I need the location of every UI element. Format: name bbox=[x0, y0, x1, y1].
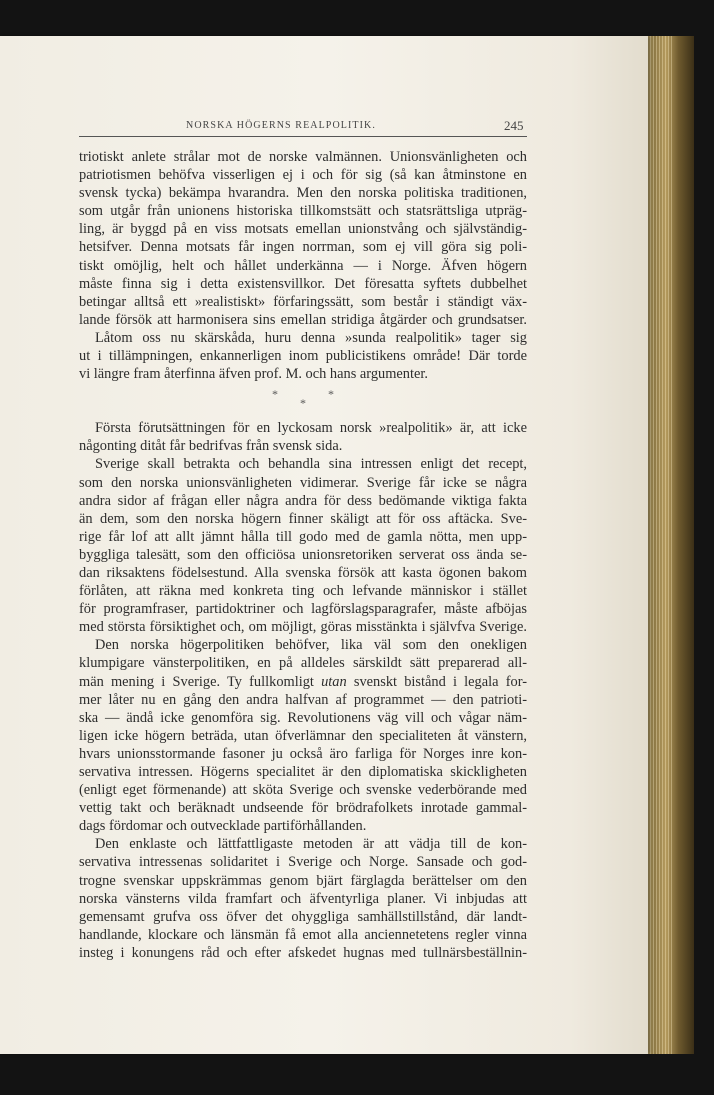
text-line: handlande, klockare och länsmän få emot alla anciennetetens regler vinna bbox=[79, 926, 527, 943]
text-line: som utgår från unionens historiska tillkomstsätt och statsrättsliga utpräg- bbox=[79, 203, 527, 220]
text-line: för programfraser, partidoktriner och lagförslagsparagrafer, måste afböjas bbox=[79, 601, 527, 618]
text-line: tiskt omöjlig, helt och hållet underkänna — i Norge. Äfven högern bbox=[79, 257, 527, 274]
text-line: insteg i konungens råd och efter afskedet hugnas med tullnärsbeställnin- bbox=[79, 944, 527, 961]
text-line: gemensamt grufva oss öfver det ohyggliga samhällstillstånd, där landt- bbox=[79, 908, 527, 925]
text-line: klumpigare vänsterpolitiken, en på alldeles särskildt sätt preparerad all- bbox=[79, 655, 527, 672]
ornament-star: * bbox=[328, 387, 334, 402]
text-line: med största försiktighet och, om möjligt, göras misstänkta i självfva Sverige. bbox=[79, 619, 527, 636]
text-line: (enligt eget förmenande) att sköta Sverige och svenske vederbörande med bbox=[79, 782, 527, 799]
text-line: hetsifver. Denna motsats får ingen norrman, som ej vill göra sig poli- bbox=[79, 239, 527, 256]
text-line: ligen icke högern beträda, utan öfverlämnar den specialiteten åt vänstern, bbox=[79, 727, 527, 744]
text-line: norska vänsterns vilda framfart och äfventyrliga planer. Vi inbjudas att bbox=[79, 890, 527, 907]
text-line: svensk tycka) bekämpa hvarandra. Men den norska politiska traditionen, bbox=[79, 185, 527, 202]
running-head: NORSKA HÖGERNS REALPOLITIK. bbox=[186, 120, 376, 131]
text-line: servativa intressenas solidaritet i Sverige och Norge. Sansade och god- bbox=[79, 854, 527, 871]
text-line: ska — ändå icke genomföra sig. Revolutionens väg vill och vågar näm- bbox=[79, 709, 527, 726]
text-line: vettig takt och beräknadt undseende för brödrafolkets inrotade gammal- bbox=[79, 800, 527, 817]
text-line: ling, är byggd på en viss motsats emellan unionstvång och självständig- bbox=[79, 221, 527, 238]
text-line: någonting ditåt får bedrifvas från svensk sida. bbox=[79, 438, 343, 455]
text-line: förlåten, att räkna med konkreta ting och lefvande människor i stället bbox=[79, 583, 527, 600]
text-line: dags fördomar och outvecklade partiförhållanden. bbox=[79, 818, 367, 835]
text-line: hvars unionsstormande fasoner ju också äro farliga för Norges inre kon- bbox=[79, 745, 527, 762]
text-line: betingar alltså ett »realistiskt» förfaringssätt, som består i ständigt väx- bbox=[79, 293, 527, 310]
text-line: Låtom oss nu skärskåda, huru denna »sunda realpolitik» tager sig bbox=[95, 329, 527, 346]
text-line: rige får lof att allt jämnt hålla till godo med de gamla nötta, men upp- bbox=[79, 528, 527, 545]
body-text bbox=[79, 148, 527, 962]
ornament-star: * bbox=[300, 396, 306, 411]
text-line: trogne svenskar uppskrämmas genom bjärt färglagda berättelser om den bbox=[79, 872, 527, 889]
ornament-star: * bbox=[272, 387, 278, 402]
header-rule bbox=[79, 136, 527, 137]
text-line: än dem, som den norska högern finner skäligt att för oss aftäcka. Sve- bbox=[79, 510, 527, 527]
text-line: mer låter nu en gång den andra halfvan af programmet — den patrioti- bbox=[79, 691, 527, 708]
text-line: vi längre fram återfinna äfven prof. M. och hans argumenter. bbox=[79, 366, 428, 383]
text-line: män mening i Sverige. Ty fullkomligt utan svenskt bistånd i legala for- bbox=[79, 673, 527, 690]
section-ornament bbox=[79, 383, 527, 419]
text-line: ut i tillämpningen, enkannerligen inom publicistikens område! Där torde bbox=[79, 348, 527, 365]
text-line: Den enklaste och lättfattligaste metoden är att vädja till de kon- bbox=[95, 836, 527, 853]
text-line: lande försök att harmonisera sins emellan stridiga åtgärder och grundsatser. bbox=[79, 311, 527, 328]
text-line: patriotismen behöfva visserligen ej i och för sig (så kan åtminstone en bbox=[79, 167, 527, 184]
text-line: Första förutsättningen för en lyckosam norsk »realpolitik» är, att icke bbox=[95, 420, 527, 437]
text-line: Den norska högerpolitiken behöfver, lika väl som den onekligen bbox=[95, 637, 527, 654]
text-line: servativa intressen. Högerns specialitet är den diplomatiska skickligheten bbox=[79, 764, 527, 780]
text-line: som den norska unionsvänligheten vidimerar. Sverige får icke se några bbox=[79, 474, 527, 491]
text-line: byggliga talesätt, som den officiösa unionsretoriken serverat oss ända se- bbox=[79, 546, 527, 563]
text-line: måste finna sig i detta existensvillkor. Det föresatta syftets dubbelhet bbox=[79, 275, 527, 292]
text-line: andra sidor af frågan eller några andra för dess bedömande viktiga fakta bbox=[79, 492, 527, 509]
page-number: 245 bbox=[504, 118, 524, 133]
text-line: triotiskt anlete strålar mot de norske valmännen. Unionsvänligheten och bbox=[79, 149, 527, 165]
text-line: dan riksaktens födelsestund. Alla svenska försök att kasta ögonen bakom bbox=[79, 564, 527, 581]
text-line: Sverige skall betrakta och behandla sina intressen enligt det recept, bbox=[95, 456, 527, 473]
